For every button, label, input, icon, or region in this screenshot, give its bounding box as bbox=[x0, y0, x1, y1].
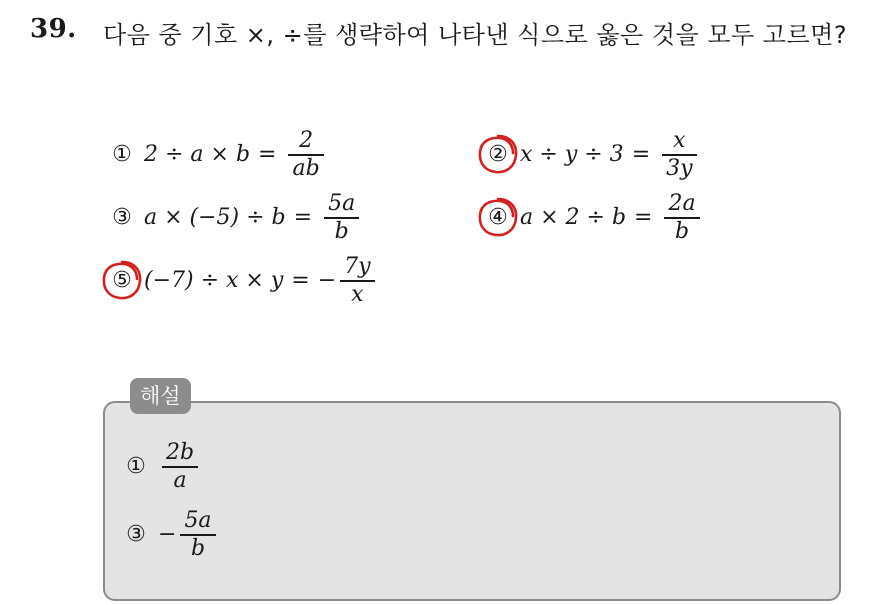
choice-expression: x ÷ y ÷ 3 bbox=[520, 142, 624, 168]
equals-sign: = bbox=[291, 268, 310, 294]
fraction-numerator: 2b bbox=[166, 440, 195, 465]
choice-number-text: ② bbox=[488, 142, 508, 168]
choice-number bbox=[484, 205, 512, 230]
fraction-denominator: a bbox=[173, 467, 187, 493]
choice-fraction bbox=[288, 128, 323, 182]
choice-expression: a × (−5) ÷ b bbox=[144, 205, 286, 231]
fraction-numerator: 5a bbox=[328, 191, 356, 216]
choice-expression: a × 2 ÷ b bbox=[520, 205, 627, 231]
choice-3[interactable] bbox=[108, 191, 361, 245]
fraction-denominator: x bbox=[351, 281, 364, 307]
choice-1[interactable] bbox=[108, 128, 326, 182]
choice-number-text: ④ bbox=[488, 205, 508, 231]
equals-sign: = bbox=[634, 205, 653, 231]
fraction-numerator: 5a bbox=[184, 508, 212, 533]
fraction-denominator: b bbox=[675, 218, 690, 244]
question-number: 39. bbox=[30, 14, 77, 44]
fraction-numerator: x bbox=[673, 128, 686, 153]
fraction-numerator: 7y bbox=[344, 254, 371, 279]
negative-sign: − bbox=[158, 522, 177, 548]
equals-sign: = bbox=[631, 142, 651, 168]
fraction-numerator: 2 bbox=[299, 128, 314, 153]
equals-sign: = bbox=[258, 142, 277, 168]
choice-expression: 2 ÷ a × b bbox=[144, 142, 251, 168]
fraction-denominator: b bbox=[334, 218, 349, 244]
solution-number: ① bbox=[126, 454, 146, 480]
solution-fraction bbox=[162, 440, 198, 494]
choice-fraction bbox=[664, 191, 699, 245]
solution-box bbox=[103, 401, 841, 601]
solution-item-3 bbox=[122, 508, 218, 562]
fraction-denominator: b bbox=[190, 535, 206, 561]
negative-sign: − bbox=[317, 268, 337, 294]
choice-4[interactable] bbox=[484, 191, 702, 245]
fraction-numerator: 2a bbox=[668, 191, 696, 216]
solution-item-1 bbox=[122, 440, 200, 494]
choice-fraction bbox=[324, 191, 359, 245]
solution-label: 해설 bbox=[130, 378, 191, 414]
choice-number: ① bbox=[112, 142, 132, 168]
choice-number bbox=[484, 142, 512, 167]
choice-number bbox=[108, 268, 136, 293]
choice-5[interactable] bbox=[108, 254, 377, 308]
choice-fraction bbox=[340, 254, 374, 308]
choice-number: ③ bbox=[112, 205, 132, 231]
choice-fraction bbox=[662, 128, 696, 182]
choice-number-text: ⑤ bbox=[112, 268, 132, 294]
solution-number: ③ bbox=[126, 522, 146, 548]
choice-expression: (−7) ÷ x × y bbox=[144, 268, 284, 294]
fraction-denominator: ab bbox=[292, 155, 320, 181]
question-text: 다음 중 기호 ×, ÷를 생략하여 나타낸 식으로 옳은 것을 모두 고르면? bbox=[103, 21, 848, 49]
solution-fraction bbox=[180, 508, 215, 562]
fraction-denominator: 3y bbox=[666, 155, 693, 181]
choice-2[interactable] bbox=[484, 128, 699, 182]
equals-sign: = bbox=[293, 205, 313, 231]
